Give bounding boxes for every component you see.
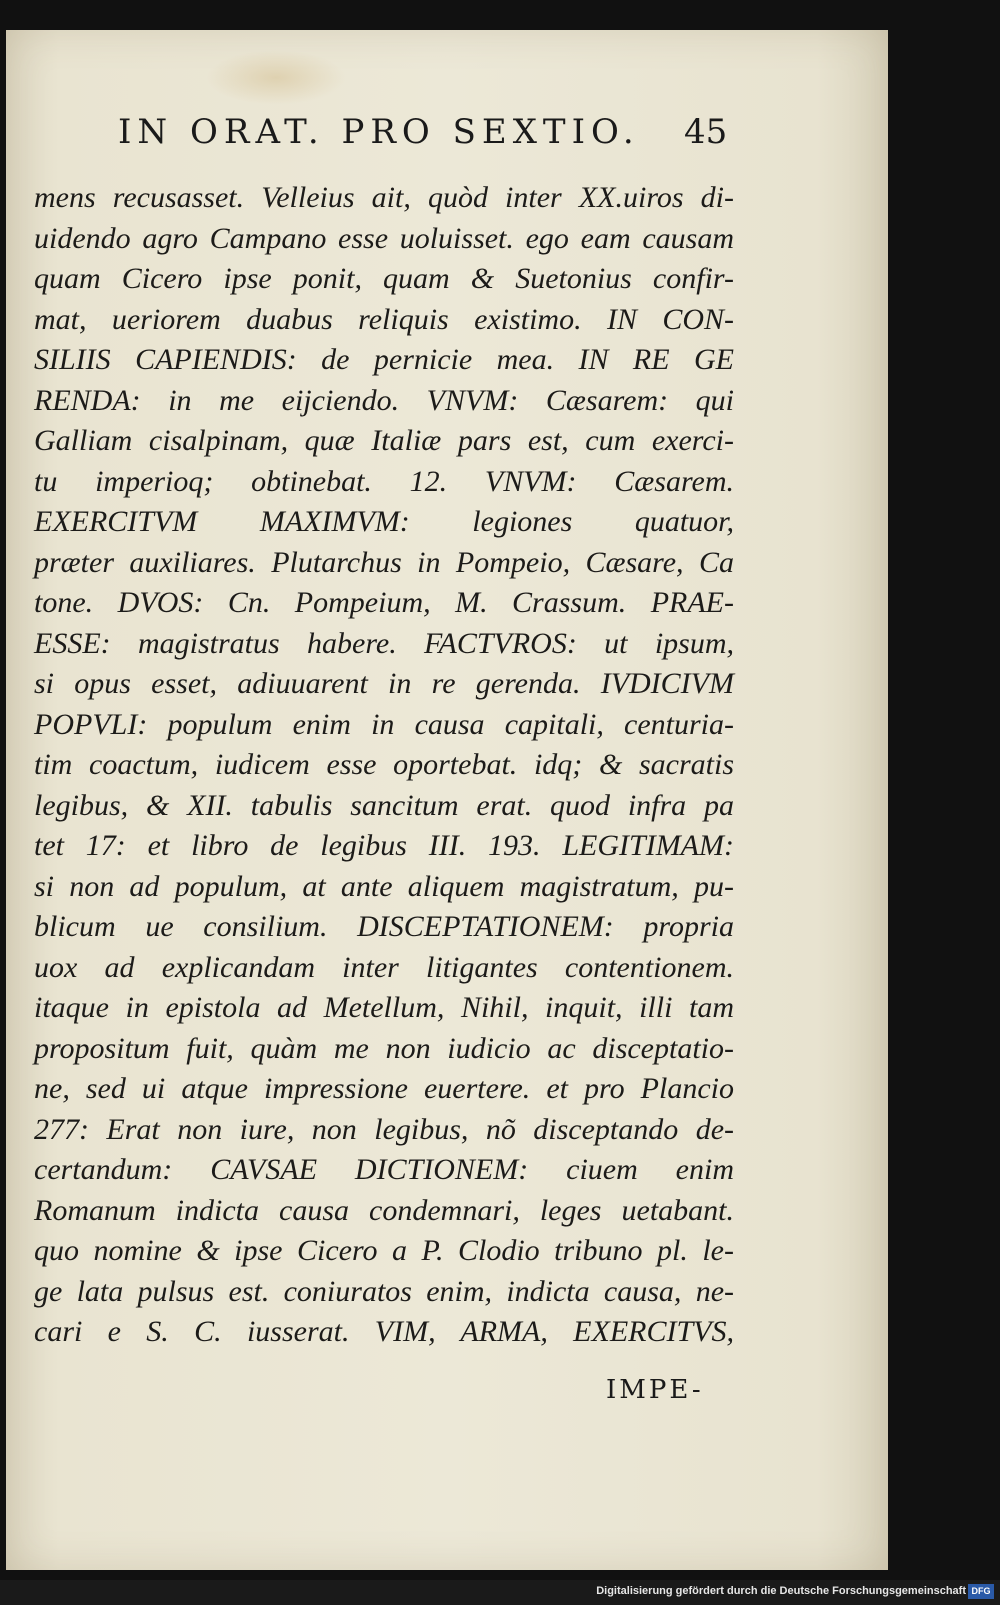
- page-number: 45: [684, 112, 728, 152]
- text-line: tone. DVOS: Cn. Pompeium, M. Crassum. PRAE-: [34, 586, 734, 619]
- text-line: ESSE: magistratus habere. FACTVROS: ut ipsum,: [34, 626, 734, 660]
- text-line: quo nomine & ipse Cicero a P. Clodio tribuno pl. le-: [34, 1234, 734, 1267]
- text-line: præter auxiliares. Plutarchus in Pompeio, Cæsare, Ca: [34, 545, 734, 579]
- text-line: si non ad populum, at ante aliquem magistratum, pu-: [34, 869, 734, 903]
- text-line: uidendo agro Campano esse uoluisset. ego eam causam: [34, 221, 734, 255]
- text-line: blicum ue consilium. DISCEPTATIONEM: propria: [34, 910, 734, 943]
- text-line: si opus esset, adiuuarent in re gerenda. IVDICIVM: [34, 667, 734, 700]
- text-line: POPVLI: populum enim in causa capitali, centuria-: [34, 707, 734, 741]
- text-line: cari e S. C. iusserat. VIM, ARMA, EXERCITVS,: [34, 1315, 734, 1348]
- digitization-credit: Digitalisierung gefördert durch die Deutsche Forschungsgemeinschaft: [596, 1585, 966, 1597]
- text-line: ne, sed ui atque impressione euertere. et pro Plancio: [34, 1072, 734, 1105]
- text-line: legibus, & XII. tabulis sancitum erat. quod infra pa: [34, 788, 734, 822]
- text-line: SILIIS CAPIENDIS: de pernicie mea. IN RE GE: [34, 343, 734, 376]
- text-line: tet 17: et libro de legibus III. 193. LEGITIMAM:: [34, 829, 734, 862]
- text-line: 277: Erat non iure, non legibus, nõ disceptando de-: [34, 1112, 734, 1146]
- text-line: Galliam cisalpinam, quæ Italiæ pars est, cum exerci-: [34, 424, 734, 457]
- text-line: propositum fuit, quàm me non iudicio ac disceptatio-: [34, 1031, 734, 1065]
- text-line: EXERCITVM MAXIMVM: legiones quatuor,: [34, 505, 734, 538]
- dfg-logo-icon: DFG: [968, 1584, 994, 1599]
- book-page: [6, 30, 888, 1570]
- text-line: itaque in epistola ad Metellum, Nihil, inquit, illi tam: [34, 991, 734, 1024]
- catchword: IMPE-: [606, 1375, 704, 1405]
- text-line: tu imperioq; obtinebat. 12. VNVM: Cæsarem.: [34, 464, 734, 498]
- credit-bar: [0, 1580, 1000, 1605]
- running-head: [6, 112, 888, 172]
- text-line: ge lata pulsus est. coniuratos enim, indicta causa, ne-: [34, 1274, 734, 1308]
- text-line: tim coactum, iudicem esse oportebat. idq; & sacratis: [34, 748, 734, 781]
- text-line: RENDA: in me eijciendo. VNVM: Cæsarem: qui: [34, 383, 734, 417]
- running-title: IN ORAT. PRO SEXTIO.: [118, 112, 640, 152]
- text-line: Romanum indicta causa condemnari, leges uetabant.: [34, 1193, 734, 1227]
- text-line: certandum: CAVSAE DICTIONEM: ciuem enim: [34, 1153, 734, 1186]
- text-line: mat, ueriorem duabus reliquis existimo. IN CON-: [34, 302, 734, 336]
- text-line: uox ad explicandam inter litigantes contentionem.: [34, 950, 734, 984]
- text-line: mens recusasset. Velleius ait, quòd inter XX.uiros di-: [34, 181, 734, 214]
- text-line: quam Cicero ipse ponit, quam & Suetonius confir-: [34, 262, 734, 295]
- text-block: [34, 178, 734, 1353]
